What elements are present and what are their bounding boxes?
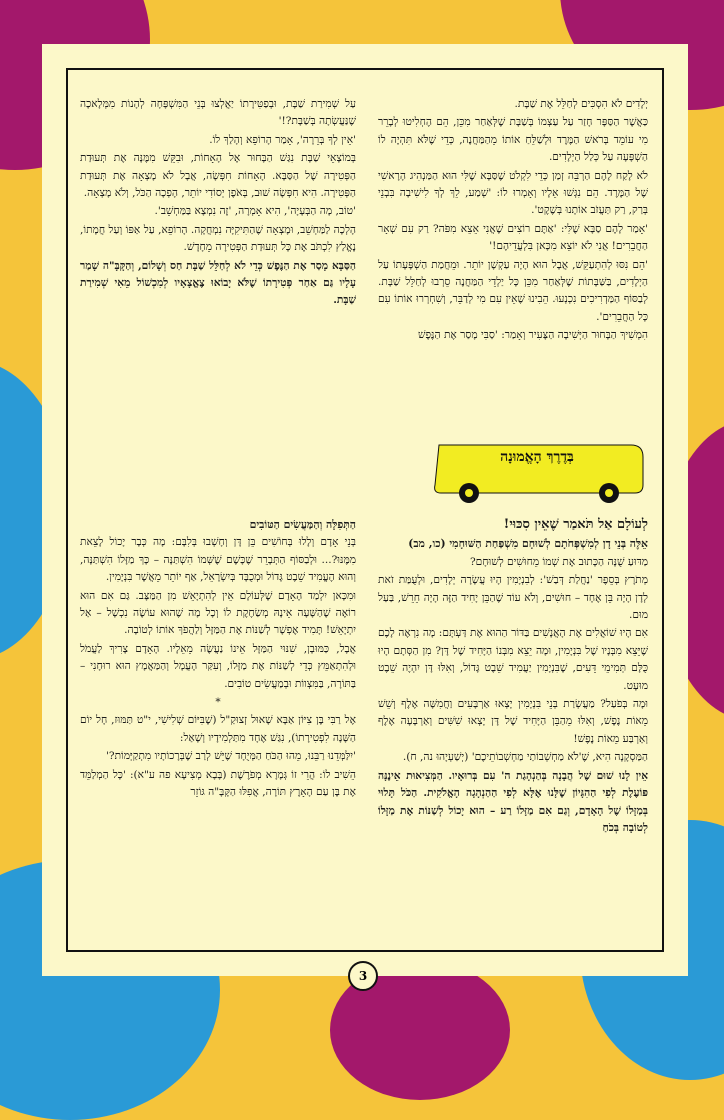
paragraph: הֵשִׁיב לוֹ: הֲרֵי זוֹ גְּמָרָא מְפֹרֶשֶׁת (בָּבָא מְצִיעָא פה ע"א): 'כָּל הַמְלַמֵּד אֶת בֶּן עַם הָאָרֶץ תּוֹרָה, אֲפִלּוּ הַקָּבָּ"ה גּוֹזֵר <box>80 768 356 799</box>
section-separator: * <box>215 696 221 709</box>
column-top-right <box>378 96 648 346</box>
paragraph: עַל שְׁמִירַת שַׁבָּת, וּבְפַטִּירָתוֹ יַאֲלְצוּ בְּנֵי הַמִּשְׁפָּחָה לְהָנוֹת מִמְּלָאכָה שֶׁנַּעֲשְׂתָה בְּשַׁבָּת?!' <box>80 98 356 128</box>
paragraph: 'הֵם נִסּוּ לְהִתְעַקֵּשׁ, אֲבָל הוּא הָיָה עַקְשָׁן יוֹתֵר. וּמֵחֲמַת הַשְׁפָּעָתוֹ עַל הַיְלָדִים, בַּשַּׁבָּתוֹת שֶׁלְּאַחַר מִכֵּן כָּל יַלְדֵי הַמַּחֲנֶה סֵרְבוּ לְחַלֵּל שַׁבָּת. לְבַסּוֹף הַמַּדְרִיכִים נִכְנְעוּ. הֵבִינוּ שֶׁאֵין עִם מִי לְדַבֵּר, וְשִׁחְרְרוּ אוֹתוֹ עִם כָּל הַחֲבֵרִים'. <box>378 258 648 323</box>
column-bottom-left <box>80 516 356 803</box>
paragraph: 'יִלַּמְּדֵנוּ רַבֵּנוּ, מֵהוּ הַכֹּחַ הַמְּיֻחָד שֶׁיֵּשׁ לְרַב שֶׁבְּרָכוֹתָיו מִתְקַיְּמוֹת?' <box>105 750 356 763</box>
paragraph: 'אֵין לְךָ בְּרֵרָה', אָמַר הָרוֹפֵא וְהָלַךְ לוֹ. <box>209 133 356 146</box>
paragraph: כַּאֲשֶׁר הַסַּפָּר חָזַר עַל עַצְמוֹ בְּשַׁבָּת שֶׁלְּאַחַר מִכֵּן, הֵם הֶחְלִיטוּ לְבָרֵר מִי עוֹמֵד בְּרֹאשׁ הַמֶּרֶד וּלְשַׁלֵּחַ אוֹתוֹ מֵהַמַּחֲנֶה, כְּדֵי שֶׁלֹּא תִּהְיֶה לוֹ הַשְׁפָּעָה עַל כְּלַל הַיְלָדִים. <box>378 116 648 164</box>
verse-citation: אֵלֶּה בְּנֵי דָן לְמִשְׁפְּחֹתָם לְשׁוּחָם מִשְׁפַּחַת הַשּׁוּחָמִי (כו, מב) <box>408 537 648 551</box>
paragraph: וּמִכָּאן יִלְמַד הָאָדָם שֶׁלְּעוֹלָם אֵין לְהִתְיָאֵשׁ מִן הַמַּצָּב. גַּם אִם הוּא רוֹאֶה שֶׁהַשָּׁעָה אֵינָהּ מְשַׂחֶקֶת לוֹ וְכָל מָה שֶׁהוּא עוֹשֶׂה נִכְשָׁל – אַל יִתְיָאֵשׁ! תָּמִיד אֶפְשָׁר לְשַׁנּוֹת אֶת הַמַּזָּל וְלַהֲפֹךְ אוֹתוֹ לְטוֹבָה. <box>80 589 356 637</box>
bus-banner-icon <box>431 437 649 507</box>
paragraph: הִמְשִׁיךְ הַבָּחוּר הַיְּשִׁיבָה הַצָּעִיר וְאָמַר: 'סַבִּי מָסַר אֶת הַנֶּפֶשׁ <box>417 329 648 342</box>
section-title: הַתְּפִלָּה וְהַמַּעֲשִׂים הַטּוֹבִים <box>249 518 356 531</box>
paragraph: בְּנֵי אָדָם וְלָלוּ בְּחוֹשִׁים בֵּן דָּן וְחָשְׁבוּ בְּלִבָּם: מָה כְּבָר יָכוֹל לָצֵאת מִמֶּנּוּ?... וּלְבַסּוֹף הַתְּבָרֵר שֶׁכָּשֶׁם שֶׁשְּׁמוֹ הִשְׁתַּנָּה – כָּךְ מַזָּלוֹ הִשְׁתַּנָּה, וְהוּא הֶעֱמִיד שֵׁבֶט גָּדוֹל וּמְכֻבָּד בְּיִשְׂרָאֵל, אַף יוֹתֵר מֵאֲשֶׁר בִּנְיָמִין. <box>80 536 356 584</box>
column-bottom-right <box>378 516 648 838</box>
paragraph: אֲבָל, כַּמּוּבָן, שִׁנּוּי הַמַּזָּל אֵינוֹ נַעֲשֶׂה מֵאֵלָיו. הָאָדָם צָרִיךְ לַעֲמֹל וּלְהִתְאַמֵּץ כְּדֵי לְשַׁנּוֹת אֶת מַזָּלוֹ, וְעִקַּר הָעֲמָל וְהַמַּאֲמָץ הוּא רוּחָנִי – בַּתּוֹרָה, בַּמִּצְווֹת וּבְמַעֲשִׂים טוֹבִים. <box>80 642 356 690</box>
bold-conclusion: אֵין לָנוּ שׁוּם שֶׁל הֲבָנָה בְּהַנְהָגַת ה' עִם בְּרוּאָיו. הַמְּצִיאוּת אֵינֶנָּה פּוֹעֶלֶת לְפִי הַהִגָּיוֹן שֶׁלָּנוּ אֶלָּא לְפִי הַהַנְהָגָה הָאֱלֹקִית. הַכֹּל תָּלוּי בְּמַזָּלוֹ שֶׁל הָאָדָם, וְגַם אִם מַזָּלוֹ רַע – הוּא יָכוֹל לְשַׁנּוֹת אֶת מַזָּלוֹ לְטוֹבָה בְּכֹחַ <box>378 769 648 834</box>
column-top-left <box>80 96 356 311</box>
paragraph: הַמַּסְקָנָה הִיא, שֶׁ'לֹא מַחְשְׁבוֹתַי מַחְשְׁבוֹתֵיכֶם' (יְשַׁעְיָהוּ נה, ח). <box>402 751 648 764</box>
paragraph: מְתֹרָץ בְּסֵפֶר 'נַחֲלַת דְּבַשׁ': לְבִנְיָמִין הָיוּ עֲשָׂרָה יְלָדִים, וּלְעֻמַּת זֹאת לְדָן הָיָה בֵּן אֶחָד – חוּשִׁים, וְלֹא עוֹד שֶׁהַבֵּן יָחִיד הַזֶּה הָיָה חֵרֵשׁ, בַּעַל מוּם. <box>378 574 648 622</box>
paragraph: וּמָה בְּפֹעַל? מַעֲשְׂרַת בְּנֵי בִּנְיָמִין יָצְאוּ אַרְבָּעִים וַחֲמִשָּׁה אֶלֶף וְשֵׁשׁ מֵאוֹת נֶפֶשׁ, וְאִלּוּ מֵהַבֵּן הַיָּחִיד שֶׁל דָּן יָצְאוּ שִׁשִּׁים וְאַרְבָּעָה אֶלֶף וְאַרְבַּע מֵאוֹת נֶפֶשׁ! <box>378 698 648 745</box>
paragraph: 'אָמַר לָהֶם סַבָּא שֶׁלִּי: 'אַתֶּם רוֹצִים שֶׁאֲנִי אֵצֵא מִפֹּה? רַק עִם שְׁאָר הַחֲבֵרִים! אֲנִי לֹא יוֹצֵא מִכָּאן בִּלְעֲדֵיהֶם!' <box>378 222 648 253</box>
paragraph: לֹא לָקַח לָהֶם הַרְבֵּה זְמַן כְּדֵי לִקְלֹט שֶׁסַּבָּא שֶׁלִּי הוּא הַמַּנְהִיג הָרָאשִׁי שֶׁל הַמֶּרֶד. הֵם נִגְּשׁוּ אֵלָיו וְאָמְרוּ לוֹ: 'שְׁמַע, לֵךְ לְךָ לִישִׁיבָה בִּבְנֵי בְּרַק, רַק תַּעֲזֹב אוֹתָנוּ בְּשֶׁקֶט'. <box>378 169 648 217</box>
page-number: 3 <box>348 961 378 991</box>
paragraph: אִם הָיוּ שׁוֹאֲלִים אֶת הָאֲנָשִׁים בַּדּוֹר הַהוּא אֶת דַּעְתָּם: מָה נִרְאֶה לָכֶם שֶׁיֵּצֵא מִבְּנָיו שֶׁל בִּנְיָמִין, וּמָה יֵצֵא מִבְּנוֹ הַיָּחִיד שֶׁל דָּן? מִן הַסְּתָם הָיוּ כֻּלָּם תְּמִימֵי דֵּעִים, שֶׁבִּנְיָמִין יַעֲמִיד שֵׁבֶט גָּדוֹל, וְאִלּוּ דָּן יִהְיֶה שֵׁבֶט מוּעָט. <box>378 627 648 692</box>
paragraph: הָלְכָה לַמַּחְשֵׁב, וּמָצְאָה שֶׁהַתִּיקִיָּה נִמְחֲקָה. הָרוֹפֵא, עַל אַפּוֹ וְעַל חֲמָתוֹ, נֶאֱלַץ לִכְתֹּב אֶת כָּל תְּעוּדַת הַפְּטִירָה מֵחָדָשׁ. <box>80 223 356 254</box>
bold-conclusion: הַסַּבָּא מָסַר אֶת הַנֶּפֶשׁ כְּדֵי לֹא לְחַלֵּל שַׁבָּת חַס וְשָׁלוֹם, וְהַקָּבָּ"ה שָׁמַר עָלָיו גַּם אַחַר פְּטִירָתוֹ שֶׁלֹּא יָבוֹאוּ צֶאֱצָאָיו לְמִכְשׁוֹל מֵאִי שְׁמִירַת שַׁבָּת. <box>80 259 356 307</box>
page <box>42 44 688 983</box>
paragraph: יְלָדִים לֹא הִסְכִּים לְחַלֵּל אֶת שַׁבָּת. <box>514 98 648 110</box>
paragraph: בְּמוֹצָאֵי שַׁבָּת נִגַּשׁ הַבָּחוּר אֶל הָאָחוֹת, וּבִקֵּשׁ מִמֶּנָּה אֶת תְּעוּדַת הַפְּטִירָה שֶׁל הַסַּבָּא. הָאָחוֹת חִפְּשָׂה, אֲבָל לֹא מָצְאָה אֶת תְּעוּדַת הַפְּטִירָה. הִיא חִפְּשָׂה שׁוּב, בְּאֹפֶן יְסוֹדִי יוֹתֵר, הָפְכָה הַכֹּל, וְלֹא מָצְאָה. <box>80 152 356 200</box>
section-title: לְעוֹלָם אַל תֹּאמַר שֶׁאֵין סִכּוּי! <box>503 517 648 532</box>
paragraph: מַדּוּעַ שֻׁנָּה הַכָּתוּב אֶת שְׁמוֹ מֵחוּשִׁים לְשׁוּחָם? <box>469 555 648 568</box>
paragraph: אֶל רַבִּי בֶּן צִיּוֹן אַבָּא שָׁאוּל זְצוּקַ"ל (שֶׁבִּיּוֹם שְׁלִישִׁי, י"ט תַּמּוּז, חָל יוֹם הַשָּׁנָה לִפְטִירָתוֹ), נִגַּשׁ אֶחָד מִתַּלְמִידָיו וְשָׁאַל: <box>80 714 356 744</box>
bus-banner-label: בְּדֶרֶךְ הָאֱמוּנָה <box>500 449 574 465</box>
paragraph: 'טוֹב, מָה הַבְּעָיָה', הִיא אָמְרָה, 'זֶה נִמְצָא בַּמַּחְשֵׁב'. <box>154 205 356 218</box>
